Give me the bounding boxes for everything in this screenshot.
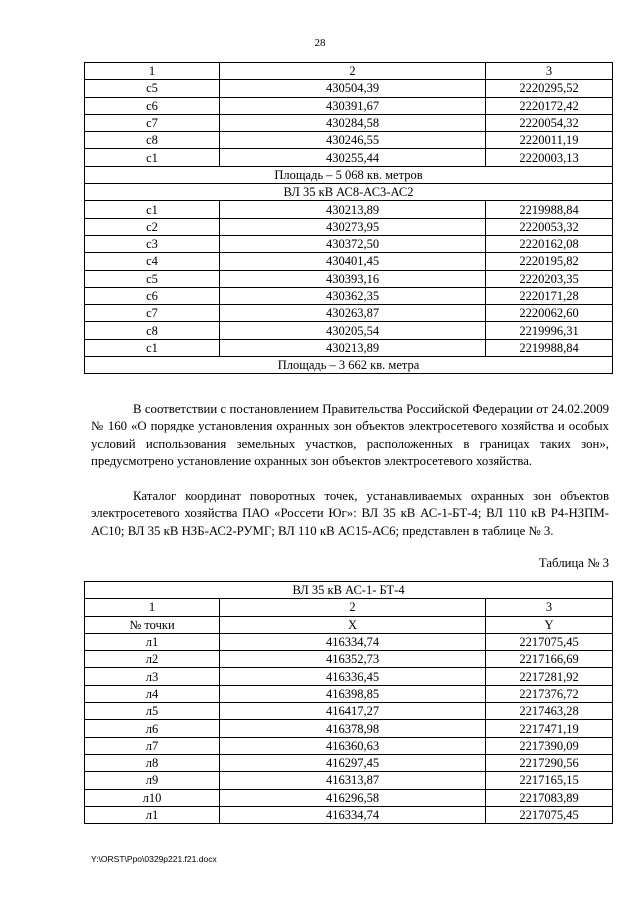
table-section-row (85, 357, 613, 374)
y-cell: 2220054,32 (486, 114, 613, 131)
x-cell: 430504,39 (220, 80, 486, 97)
y-cell: 2219988,84 (486, 201, 613, 218)
y-cell: 2217083,89 (486, 789, 613, 806)
table-row (85, 685, 613, 702)
y-cell: 2217075,45 (486, 633, 613, 650)
point-cell: с2 (85, 218, 220, 235)
table-title-row (85, 582, 613, 599)
point-cell: л9 (85, 772, 220, 789)
footer-file-path: Y:\ORST\Ppo\0329p221.f21.docx (91, 854, 217, 864)
point-cell: с1 (85, 339, 220, 356)
table-row (85, 322, 613, 339)
column-number: 2 (220, 599, 486, 616)
point-cell: с8 (85, 132, 220, 149)
x-cell: 416296,58 (220, 789, 486, 806)
y-cell: 2220203,35 (486, 270, 613, 287)
x-cell: 430372,50 (220, 235, 486, 252)
table-section-label: Площадь – 3 662 кв. метра (85, 357, 613, 374)
x-cell: 430263,87 (220, 305, 486, 322)
table-row (85, 720, 613, 737)
column-label-point: № точки (85, 616, 220, 633)
y-cell: 2217390,09 (486, 737, 613, 754)
point-cell: л6 (85, 720, 220, 737)
x-cell: 430246,55 (220, 132, 486, 149)
table-row (85, 789, 613, 806)
point-cell: с8 (85, 322, 220, 339)
y-cell: 2217463,28 (486, 703, 613, 720)
point-cell: с5 (85, 80, 220, 97)
column-number: 3 (486, 63, 613, 80)
y-cell: 2220011,19 (486, 132, 613, 149)
table-row (85, 339, 613, 356)
table-row (85, 218, 613, 235)
table-section-row (85, 166, 613, 183)
y-cell: 2220195,82 (486, 253, 613, 270)
x-cell: 416297,45 (220, 754, 486, 771)
column-number: 2 (220, 63, 486, 80)
x-cell: 416336,45 (220, 668, 486, 685)
y-cell: 2217290,56 (486, 754, 613, 771)
table-row (85, 754, 613, 771)
point-cell: л5 (85, 703, 220, 720)
x-cell: 416360,63 (220, 737, 486, 754)
x-cell: 416313,87 (220, 772, 486, 789)
x-cell: 430362,35 (220, 287, 486, 304)
table-section-row (85, 184, 613, 201)
y-cell: 2219988,84 (486, 339, 613, 356)
y-cell: 2217471,19 (486, 720, 613, 737)
x-cell: 430205,54 (220, 322, 486, 339)
coordinates-table-continued (84, 62, 613, 374)
table-section-label: ВЛ 35 кВ АС8-АС3-АС2 (85, 184, 613, 201)
x-cell: 430393,16 (220, 270, 486, 287)
table-row (85, 132, 613, 149)
y-cell: 2220171,28 (486, 287, 613, 304)
point-cell: л10 (85, 789, 220, 806)
table-row (85, 114, 613, 131)
y-cell: 2217075,45 (486, 806, 613, 823)
x-cell: 430213,89 (220, 339, 486, 356)
table-row (85, 806, 613, 823)
point-cell: с1 (85, 149, 220, 166)
y-cell: 2220053,32 (486, 218, 613, 235)
x-cell: 430284,58 (220, 114, 486, 131)
x-cell: 430213,89 (220, 201, 486, 218)
column-number-row (85, 599, 613, 616)
column-label-y: Y (486, 616, 613, 633)
table-section-label: Площадь – 5 068 кв. метров (85, 166, 613, 183)
x-cell: 416378,98 (220, 720, 486, 737)
page-number: 28 (314, 37, 326, 49)
table-row (85, 772, 613, 789)
y-cell: 2217281,92 (486, 668, 613, 685)
paragraph-regulation: В соответствии с постановлением Правительства Российской Федерации от 24.02.2009 № 160 «О порядке установления охранных зон объектов электросетевого хозяйства и особых условий использования земельных участков, расположенных в границах таких зон», предусмотрено установление охранных зон объектов электросетевого хозяйства. (91, 402, 609, 468)
point-cell: с7 (85, 114, 220, 131)
point-cell: с6 (85, 97, 220, 114)
point-cell: л2 (85, 651, 220, 668)
column-number: 3 (486, 599, 613, 616)
y-cell: 2217166,69 (486, 651, 613, 668)
point-cell: л1 (85, 633, 220, 650)
y-cell: 2219996,31 (486, 322, 613, 339)
y-cell: 2220003,13 (486, 149, 613, 166)
table-row (85, 305, 613, 322)
table-row (85, 287, 613, 304)
table-row (85, 149, 613, 166)
point-cell: л7 (85, 737, 220, 754)
column-number-row (85, 63, 613, 80)
coordinates-table-3 (84, 581, 613, 824)
point-cell: с1 (85, 201, 220, 218)
table-row (85, 97, 613, 114)
point-cell: с4 (85, 253, 220, 270)
table-title: ВЛ 35 кВ АС-1- БТ-4 (85, 582, 613, 599)
x-cell: 416352,73 (220, 651, 486, 668)
column-label-x: X (220, 616, 486, 633)
column-label-row (85, 616, 613, 633)
y-cell: 2217165,15 (486, 772, 613, 789)
table-row (85, 651, 613, 668)
x-cell: 430391,67 (220, 97, 486, 114)
x-cell: 416334,74 (220, 806, 486, 823)
table-row (85, 253, 613, 270)
point-cell: л4 (85, 685, 220, 702)
y-cell: 2220062,60 (486, 305, 613, 322)
table-row (85, 270, 613, 287)
x-cell: 430401,45 (220, 253, 486, 270)
x-cell: 416398,85 (220, 685, 486, 702)
point-cell: с3 (85, 235, 220, 252)
point-cell: л1 (85, 806, 220, 823)
point-cell: с6 (85, 287, 220, 304)
table-row (85, 201, 613, 218)
paragraph-catalog: Каталог координат поворотных точек, устанавливаемых охранных зон объектов электросетевого хозяйства ПАО «Россети Юг»: ВЛ 35 кВ АС-1-БТ-4; ВЛ 110 кВ Р4-НЗПМ-АС10; ВЛ 35 кВ НЗБ-АС2-РУМГ; ВЛ 110 кВ АС15-АС6; представлен в таблице № 3. (91, 489, 609, 538)
point-cell: л3 (85, 668, 220, 685)
point-cell: л8 (85, 754, 220, 771)
table-caption: Таблица № 3 (538, 556, 609, 570)
column-number: 1 (85, 63, 220, 80)
x-cell: 416417,27 (220, 703, 486, 720)
y-cell: 2220162,08 (486, 235, 613, 252)
x-cell: 416334,74 (220, 633, 486, 650)
x-cell: 430255,44 (220, 149, 486, 166)
table-row (85, 80, 613, 97)
column-number: 1 (85, 599, 220, 616)
y-cell: 2220295,52 (486, 80, 613, 97)
y-cell: 2220172,42 (486, 97, 613, 114)
point-cell: с5 (85, 270, 220, 287)
table-row (85, 737, 613, 754)
y-cell: 2217376,72 (486, 685, 613, 702)
x-cell: 430273,95 (220, 218, 486, 235)
table-row (85, 703, 613, 720)
table-row (85, 633, 613, 650)
table-row (85, 235, 613, 252)
table-row (85, 668, 613, 685)
point-cell: с7 (85, 305, 220, 322)
